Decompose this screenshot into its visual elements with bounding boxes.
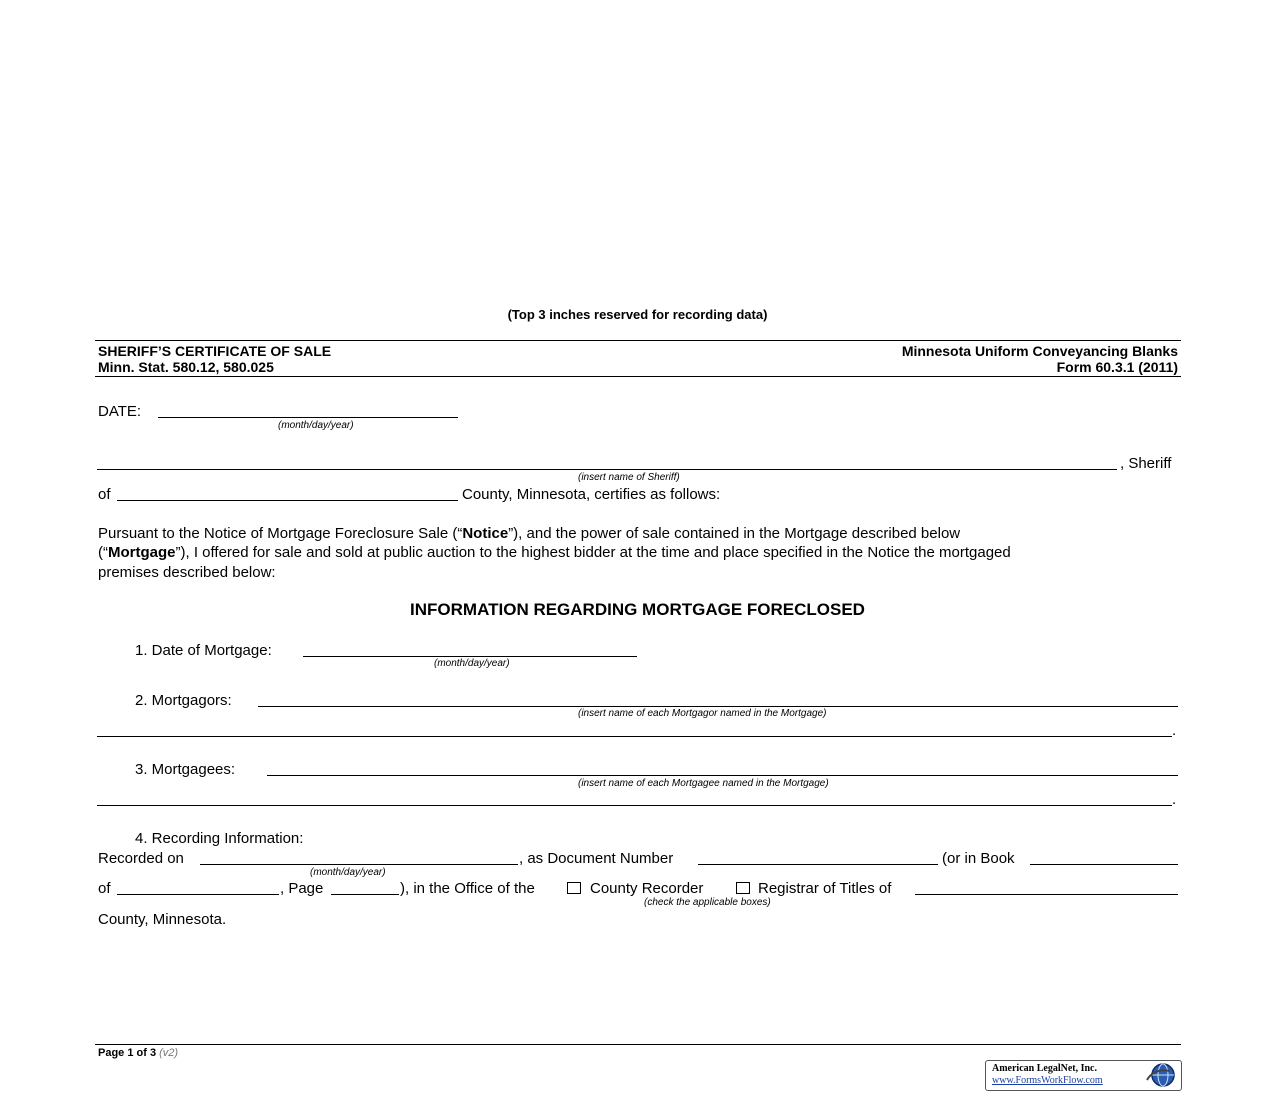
sheriff-name-field[interactable] (97, 469, 1117, 470)
registrar-checkbox[interactable] (736, 882, 750, 894)
logo-url: www.FormsWorkFlow.com (992, 1075, 1103, 1086)
registrar-county-field[interactable] (915, 894, 1178, 895)
book-label: (or in Book (942, 850, 1015, 867)
date-field[interactable] (158, 417, 458, 418)
mortgagees-field-line-2[interactable] (97, 805, 1172, 806)
mortgage-term: Mortgage (108, 544, 176, 561)
statute-reference: Minn. Stat. 580.12, 580.025 (98, 359, 274, 375)
page-field[interactable] (331, 894, 399, 895)
logo-company-name: American LegalNet, Inc. (992, 1063, 1097, 1074)
mortgagors-hint: (insert name of each Mortgagor named in the Mortgage) (578, 708, 827, 719)
recorded-on-label: Recorded on (98, 850, 184, 867)
company-logo (985, 1060, 1182, 1091)
county-recorder-checkbox[interactable] (567, 882, 581, 894)
body-line-3: premises described below: (98, 564, 276, 581)
header-top-rule (95, 340, 1181, 341)
body-line-2-end: ”), I offered for sale and sold at public auction to the highest bidder at the time and place specified in the Notice the mortgaged (175, 544, 1011, 561)
date-of-mortgage-field[interactable] (303, 656, 637, 657)
footer-rule (95, 1044, 1181, 1045)
sheriff-suffix: , Sheriff (1120, 455, 1172, 472)
body-line-1-end: ”), and the power of sale contained in the Mortgage described below (508, 525, 961, 542)
book-field[interactable] (1030, 864, 1178, 865)
mortgagees-field[interactable] (267, 775, 1178, 776)
document-number-field[interactable] (698, 864, 938, 865)
mortgagors-field-line-2[interactable] (97, 736, 1172, 737)
registrar-label: Registrar of Titles of (758, 880, 892, 897)
book-of-field[interactable] (117, 894, 279, 895)
sheriff-of-label: of (98, 486, 111, 503)
recorded-on-hint: (month/day/year) (310, 867, 386, 878)
page-label: , Page (280, 880, 324, 897)
county-recorder-label: County Recorder (590, 880, 704, 897)
body-line-1 (98, 525, 960, 542)
globe-icon (1144, 1062, 1178, 1088)
body-line-2 (98, 544, 1011, 561)
recorded-on-field[interactable] (200, 864, 518, 865)
mortgagees-period: . (1172, 791, 1177, 808)
reserved-note: (Top 3 inches reserved for recording data) (507, 307, 768, 322)
check-boxes-hint: (check the applicable boxes) (644, 897, 771, 908)
date-hint: (month/day/year) (278, 420, 354, 431)
header-bottom-rule (95, 376, 1181, 377)
body-line-2-start: (“ (98, 544, 108, 561)
form-series: Minnesota Uniform Conveyancing Blanks (901, 343, 1178, 359)
mortgagees-label: 3. Mortgagees: (135, 761, 236, 778)
date-of-mortgage-label: 1. Date of Mortgage: (135, 642, 272, 659)
document-number-label: , as Document Number (519, 850, 674, 867)
sheriff-county-text: County, Minnesota, certifies as follows: (462, 486, 721, 503)
sheriff-county-field[interactable] (117, 500, 458, 501)
date-label: DATE: (98, 403, 142, 420)
page-number (98, 1047, 178, 1059)
recording-of-label: of (98, 880, 111, 897)
date-of-mortgage-hint: (month/day/year) (434, 658, 510, 669)
recording-info-label: 4. Recording Information: (135, 830, 304, 847)
page-number-label: Page 1 of 3 (98, 1047, 157, 1059)
county-minnesota-text: County, Minnesota. (98, 911, 227, 928)
mortgagors-field[interactable] (258, 706, 1178, 707)
office-text: ), in the Office of the (400, 880, 535, 897)
notice-term: Notice (462, 525, 509, 542)
section-heading: INFORMATION REGARDING MORTGAGE FORECLOSED (410, 600, 865, 619)
sheriff-hint: (insert name of Sheriff) (578, 472, 680, 483)
page-version: (v2) (159, 1047, 179, 1059)
form-title: SHERIFF’S CERTIFICATE OF SALE (98, 343, 332, 359)
mortgagors-period: . (1172, 722, 1177, 739)
form-number: Form 60.3.1 (2011) (1056, 359, 1178, 375)
mortgagors-label: 2. Mortgagors: (135, 692, 232, 709)
mortgagees-hint: (insert name of each Mortgagee named in the Mortgage) (578, 778, 829, 789)
body-line-1-start: Pursuant to the Notice of Mortgage Foreclosure Sale (“ (98, 525, 463, 542)
